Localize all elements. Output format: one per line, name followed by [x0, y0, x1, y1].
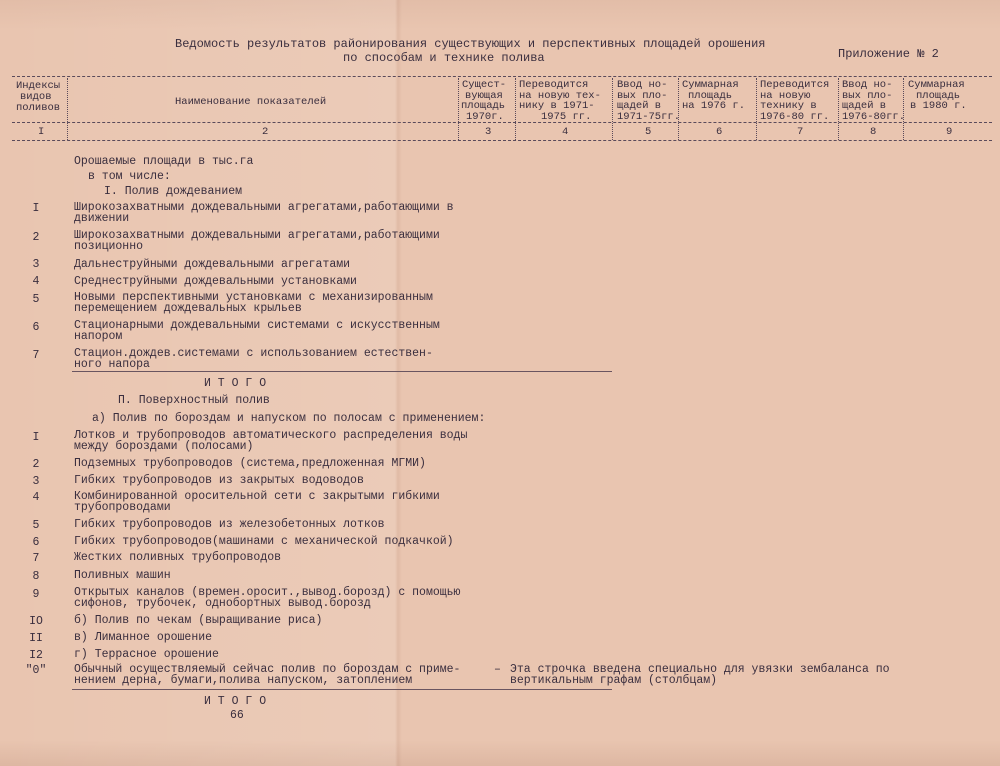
header-col9-line1: Суммарная — [908, 79, 965, 91]
row-text: Открытых каналов (времен.оросит.,вывод.борозд) с помощью — [74, 586, 461, 599]
row-index: 2 — [32, 458, 40, 471]
col-sep-5 — [678, 78, 679, 140]
row-text: г) Террасное орошение — [74, 648, 219, 661]
header-col7-line4: 1976-80 гг. — [760, 111, 830, 123]
row-text: б) Полив по чекам (выращивание риса) — [74, 614, 323, 627]
row-index: 7 — [32, 349, 40, 362]
row-index: I — [32, 202, 40, 215]
row-index: I2 — [29, 649, 43, 662]
row-index: 6 — [32, 321, 40, 334]
column-number: 2 — [262, 126, 269, 138]
row-text: Стацион.дождев.системами с использованием естествен- — [74, 347, 433, 360]
header-number-rule — [12, 140, 992, 141]
intro-line2: в том числе: — [88, 170, 171, 183]
subsection-a: а) Полив по бороздам и напуском по полосам с применением: — [92, 412, 486, 425]
row-text: Гибких трубопроводов из железобетонных лотков — [74, 518, 385, 531]
row-index: II — [29, 632, 43, 645]
header-col5-line4: 1971-75гг. — [617, 111, 681, 123]
row-index: 4 — [32, 275, 40, 288]
row-index: 6 — [32, 536, 40, 549]
row-index: 5 — [32, 293, 40, 306]
row-text: Гибких трубопроводов из закрытых водоводов — [74, 474, 364, 487]
row-index: 8 — [32, 570, 40, 583]
note-dash: – — [494, 663, 501, 676]
appendix-label: Приложение № 2 — [838, 47, 939, 61]
header-top-rule — [12, 76, 992, 77]
header-col1-line2: видов — [20, 91, 52, 103]
row-text: ного напора — [74, 358, 150, 371]
column-number: 9 — [946, 126, 953, 138]
header-col7-line3: технику в — [760, 100, 817, 112]
row-index: 3 — [32, 475, 40, 488]
header-col7-line1: Переводится — [760, 79, 830, 91]
header-col8-line4: 1976-80гг. — [842, 111, 906, 123]
note-text: Эта строчка введена специально для увязки зембаланса по — [510, 663, 890, 676]
header-col3-line3: площадь — [461, 100, 506, 112]
col-sep-7 — [838, 78, 839, 140]
header-col4-line3: нику в 1971- — [519, 100, 595, 112]
col-sep-2 — [458, 78, 459, 140]
row-text: Обычный осуществляемый сейчас полив по бороздам с приме- — [74, 663, 461, 676]
note-text: вертикальным графам (столбцам) — [510, 674, 718, 687]
row-text: Жестких поливных трубопроводов — [74, 551, 282, 564]
row-text: позиционно — [74, 240, 144, 253]
page-number: 66 — [230, 709, 244, 722]
row-text: Стационарными дождевальными системами с искусственным — [74, 319, 440, 332]
header-col5-line1: Ввод но- — [617, 79, 668, 91]
col-sep-1 — [67, 78, 68, 140]
header-col2: Наименование показателей — [175, 96, 327, 108]
total-2: И Т О Г О — [204, 695, 267, 708]
header-col4-line4: 1975 гг. — [541, 111, 592, 123]
header-col4-line2: на новую тех- — [519, 90, 601, 102]
column-number: I — [38, 126, 45, 138]
row-text: Поливных машин — [74, 569, 171, 582]
row-text: Лотков и трубопроводов автоматического распределения воды — [74, 429, 468, 442]
row-index: IO — [29, 615, 43, 628]
total-1: И Т О Г О — [204, 377, 267, 390]
col-sep-3 — [515, 78, 516, 140]
header-col1-line1: Индексы — [16, 80, 61, 92]
row-text: Широкозахватными дождевальными агрегатами,работающими — [74, 229, 440, 242]
row-text: Подземных трубопроводов (система,предложенная МГМИ) — [74, 457, 426, 470]
col-sep-8 — [903, 78, 904, 140]
column-number: 4 — [562, 126, 569, 138]
column-number: 6 — [716, 126, 723, 138]
row-text: Гибких трубопроводов(машинами с механической подкачкой) — [74, 535, 454, 548]
row-text: движении — [74, 212, 130, 225]
row-index: 2 — [32, 231, 40, 244]
header-col5-line2: вых пло- — [617, 90, 668, 102]
row-index: 7 — [32, 552, 40, 565]
column-number: 7 — [797, 126, 804, 138]
row-index: 5 — [32, 519, 40, 532]
row-text: сифонов, трубочек, однобортных вывод.борозд — [74, 597, 371, 610]
header-col1-line3: поливов — [16, 102, 61, 114]
row-text: нением дерна, бумаги,полива напуском, затоплением — [74, 674, 413, 687]
header-col6-line1: Суммарная — [682, 79, 739, 91]
row-underline — [72, 371, 612, 372]
row-text: трубопроводами — [74, 501, 171, 514]
header-col6-line3: на 1976 г. — [682, 100, 746, 112]
row-index: 3 — [32, 258, 40, 271]
row-index: 9 — [32, 588, 40, 601]
row-text: Широкозахватными дождевальными агрегатами,работающими в — [74, 201, 454, 214]
document-title-line1: Ведомость результатов районирования существующих и перспективных площадей орошения — [175, 37, 766, 51]
row-text: Дальнеструйными дождевальными агрегатами — [74, 258, 351, 271]
column-number: 3 — [485, 126, 492, 138]
header-col8-line3: щадей в — [842, 100, 887, 112]
row-text: в) Лиманное орошение — [74, 631, 213, 644]
column-number: 8 — [870, 126, 877, 138]
header-col9-line2: площадь — [916, 90, 961, 102]
header-col3-line4: 1970г. — [466, 111, 504, 123]
header-col4-line1: Переводится — [519, 79, 589, 91]
header-col5-line3: щадей в — [617, 100, 662, 112]
row-index: I — [32, 431, 40, 444]
header-col6-line2: площадь — [688, 90, 733, 102]
section1-heading: I. Полив дождеванием — [104, 185, 243, 198]
row-index: 4 — [32, 491, 40, 504]
document-title-line2: по способам и технике полива — [343, 51, 545, 65]
row-text: Среднеструйными дождевальными установками — [74, 275, 357, 288]
header-col8-line1: Ввод но- — [842, 79, 893, 91]
col-sep-6 — [756, 78, 757, 140]
header-col3-line1: Сущест- — [462, 79, 507, 91]
row-text: между бороздами (полосами) — [74, 440, 254, 453]
row-text: перемещением дождевальных крыльев — [74, 302, 302, 315]
header-col9-line3: в 1980 г. — [910, 100, 967, 112]
header-col3-line2: вующая — [465, 90, 503, 102]
row-index: "0" — [25, 664, 47, 677]
col-sep-4 — [612, 78, 613, 140]
row-underline — [72, 689, 612, 690]
header-col8-line2: вых пло- — [842, 90, 893, 102]
section2-heading: П. Поверхностный полив — [118, 394, 270, 407]
intro-line1: Орошаемые площади в тыс.га — [74, 155, 254, 168]
row-text: Комбинированной оросительной сети с закрытыми гибкими — [74, 490, 440, 503]
row-text: напором — [74, 330, 123, 343]
header-col7-line2: на новую — [760, 90, 811, 102]
column-number: 5 — [645, 126, 652, 138]
row-text: Новыми перспективными установками с механизированным — [74, 291, 433, 304]
